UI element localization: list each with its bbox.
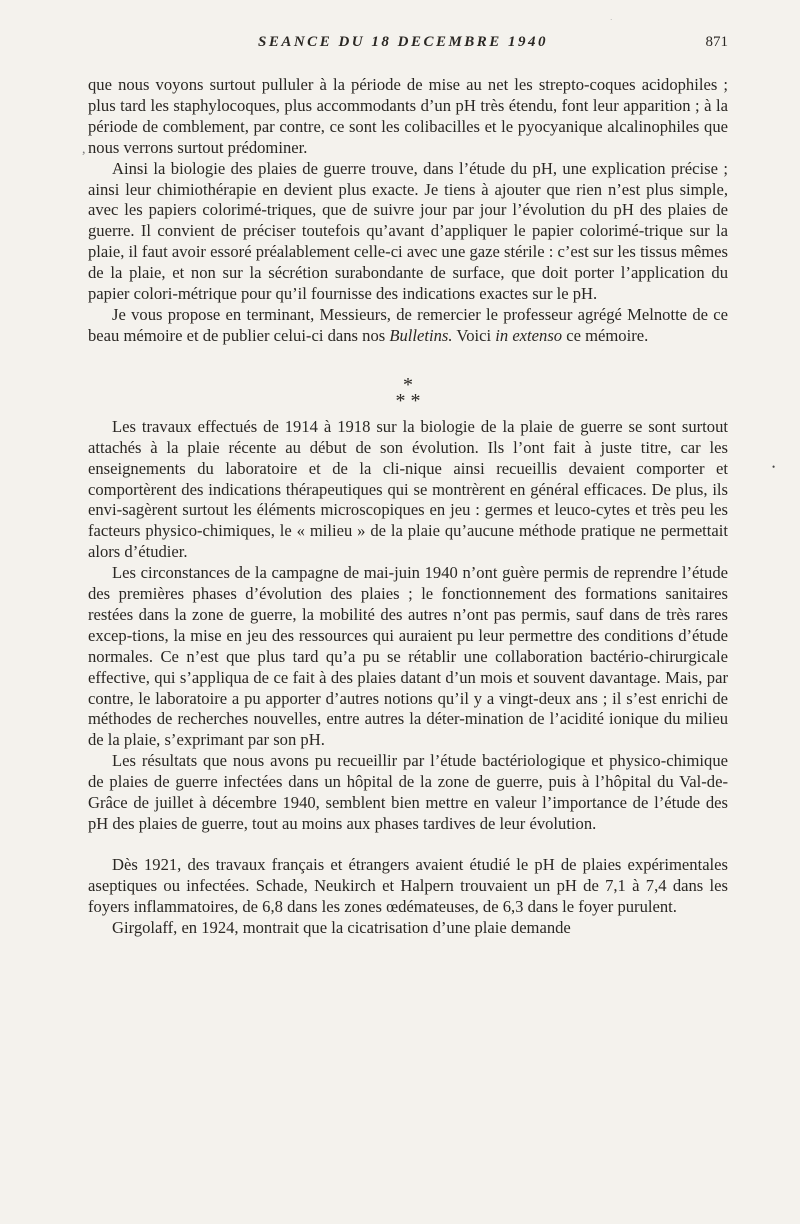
margin-dot: • [772, 462, 776, 472]
running-head-title: SEANCE DU 18 DECEMBRE 1940 [258, 34, 549, 50]
paragraph-intro-1: que nous voyons surtout pulluler à la période de mise au net les strepto-coques acidophiles ; plus tard les staphylocoques, plus accommodants d’un pH très étendu, font leur apparition ; à la période de comblement, par contre, ce sont les colibacilles et le pyocyanique alcalinophiles que nous verrons surtout prédominer. [88, 75, 728, 157]
running-head [88, 34, 728, 58]
closing-middle: Voici [456, 325, 492, 345]
asterism-divider [88, 373, 728, 412]
article-body [88, 75, 728, 939]
journal-title: Bulletins. [389, 325, 453, 345]
asterism-top: * [403, 373, 413, 396]
closing-lead: Je vous propose en terminant, Messieurs, de remercier le professeur agrégé Melnotte de ce beau mémoire et de publier celui-ci dans nos [88, 304, 728, 345]
latin-phrase: in extenso [495, 325, 563, 345]
paragraph-history-1: Dès 1921, des travaux français et étrangers avaient étudié le pH de plaies expérimentales aseptiques ou infectées. Schade, Neukirch et Halpern trouvaient un pH de 7,1 à 7,4 dans les foyers inflammatoires, de 6,8 dans les zones œdémateuses, de 6,3 dans le foyer purulent. [88, 854, 728, 916]
paragraph-memoir-3: Les résultats que nous avons pu recueillir par l’étude bactériologique et physico-chimique de plaies de guerre infectées dans un hôpital de la zone de guerre, puis à l’hôpital du Val-de-Grâce de juillet à décembre 1940, semblent bien mettre en valeur l’importance de l’étude des pH des plaies de guerre, tout au moins aux phases tardives de leur évolution. [88, 751, 728, 833]
journal-page [88, 34, 728, 939]
closing-tail: ce mémoire. [566, 325, 649, 345]
paragraph-memoir-2: Les circonstances de la campagne de mai-juin 1940 n’ont guère permis de reprendre l’étude des premières phases d’évolution des plaies ; le fonctionnement des formations sanitaires restées dans la zone de guerre, la mobilité des autres n’ont pas permis, sauf dans de très rares excep-tions, la mise en jeu des ressources qui auraient pu leur permettre des conditions d’étude normales. Ce n’est que plus tard qu’a pu se rétablir une collaboration bactério-chirurgicale effective, qui s’appliqua de ce fait à des plaies datant d’un mois et souvent davantage. Mais, par contre, le laboratoire a pu apporter d’autres notions qu’il y a vingt-deux ans ; il s’est enrichi de méthodes de recherches nouvelles, entre autres la déter-mination de l’acidité ionique du milieu de la plaie, s’exprimant par son pH. [88, 563, 728, 750]
section-gap [88, 835, 728, 855]
paragraph-memoir-1: Les travaux effectués de 1914 à 1918 sur la biologie de la plaie de guerre se sont surtout attachés à la plaie récente au début de son évolution. Ils l’ont fait à juste titre, car les enseignements du laboratoire et de la cli-nique ainsi recueillis devaient comporter et comportèrent des indications thérapeutiques qui se montrèrent en général efficaces. De plus, ils envi-sagèrent surtout les éléments microscopiques en jeu : germes et leuco-cytes et très peu les facteurs physico-chimiques, le « milieu » de la plaie qu’aucune méthode pratique ne permettait alors d’étudier. [88, 416, 728, 562]
page-number: 871 [705, 34, 728, 50]
paragraph-closing [88, 305, 728, 347]
margin-mark: , [82, 142, 86, 157]
print-speck: · [610, 16, 613, 24]
asterism-bottom: * * [395, 389, 421, 412]
paragraph-history-2: Girgolaff, en 1924, montrait que la cicatrisation d’une plaie demande [112, 917, 571, 937]
paragraph-intro-2: Ainsi la biologie des plaies de guerre trouve, dans l’étude du pH, une explication précise ; ainsi leur chimiothérapie en devient plus exacte. Je tiens à ajouter que rien n’est plus simple, avec les papiers colorimé-triques, que de suivre jour par jour l’évolution du pH des plaies de guerre. Il convient de préciser toutefois qu’avant d’appliquer le papier colorimé-trique sur la plaie, il faut avoir essoré préalablement celle-ci avec une gaze stérile : c’est sur les tissus mêmes de la plaie, et non sur la sécrétion surabondante de surface, que doit porter l’application du papier colori-métrique pour qu’il fournisse des indications exactes sur le pH. [88, 158, 728, 304]
